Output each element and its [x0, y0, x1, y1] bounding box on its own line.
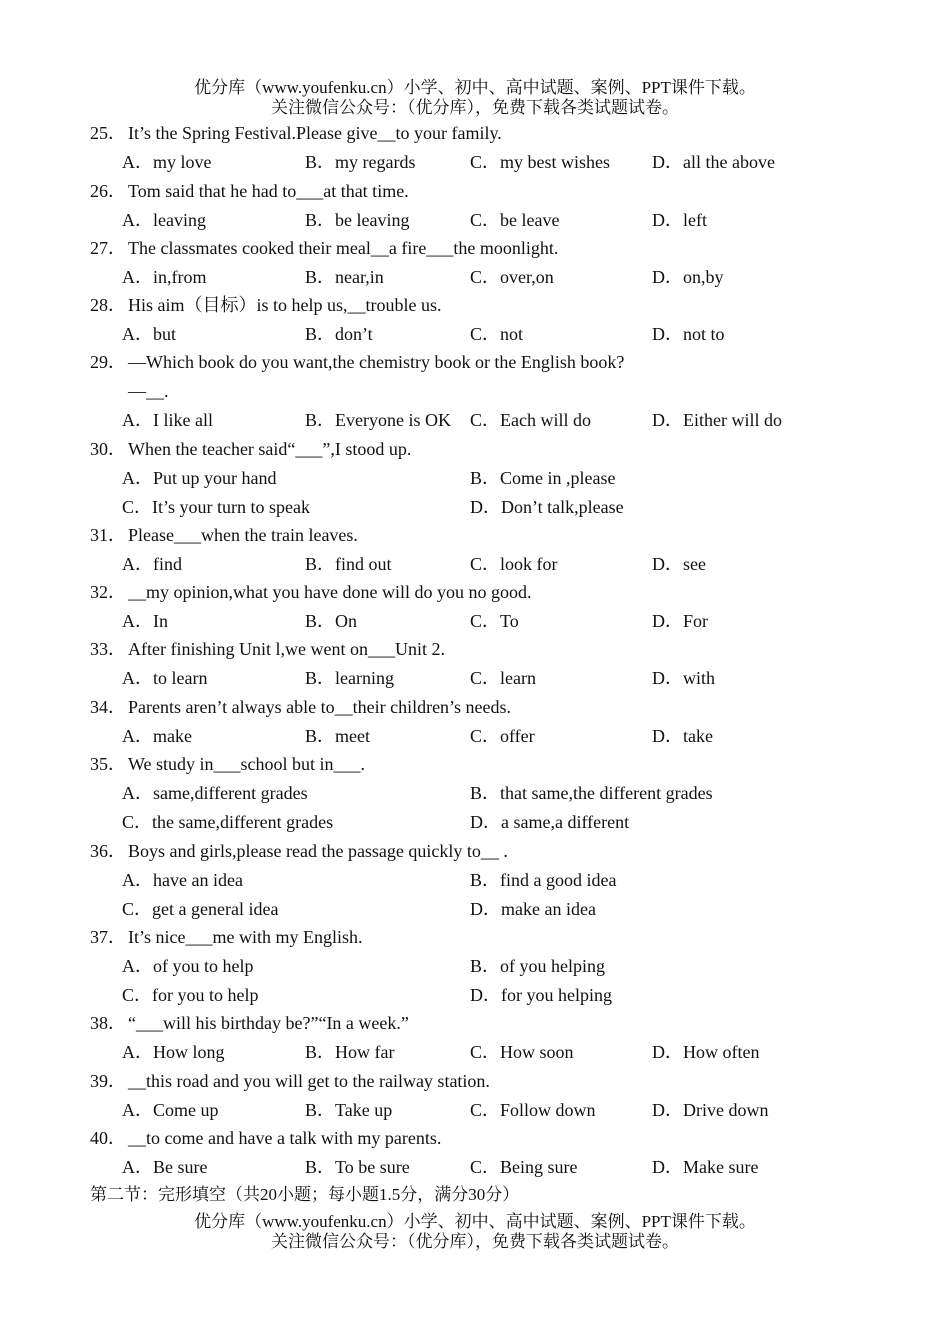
option-c [470, 725, 535, 747]
option-d [652, 151, 775, 173]
option-text: over,on [500, 267, 554, 287]
option-text: Everyone is OK [335, 410, 451, 430]
option-text: To [500, 611, 519, 631]
option-text: of you to help [153, 956, 254, 976]
option-letter: D． [470, 497, 501, 517]
option-letter: A． [122, 783, 153, 803]
option-text: don’t [335, 324, 373, 344]
option-c [122, 811, 333, 833]
option-text: near,in [335, 267, 384, 287]
option-letter: A． [122, 554, 153, 574]
option-a [122, 667, 207, 689]
option-text: with [683, 668, 716, 688]
question-text: After finishing Unit l,we went on___Unit 2. [128, 639, 445, 659]
option-c [470, 323, 523, 345]
option-text: learn [500, 668, 536, 688]
option-letter: D． [652, 1042, 683, 1062]
option-b [305, 1041, 395, 1063]
option-letter: B． [305, 1157, 336, 1177]
option-d [652, 323, 725, 345]
question-text: It’s the Spring Festival.Please give__to your family. [128, 123, 502, 143]
question-number: 26． [90, 181, 126, 201]
option-letter: D． [470, 899, 501, 919]
option-text: In [153, 611, 168, 631]
option-letter: A． [122, 468, 153, 488]
option-text: find [153, 554, 182, 574]
option-letter: D． [652, 1157, 683, 1177]
option-letter: C． [470, 611, 501, 631]
page-header [0, 78, 950, 118]
option-letter: D． [652, 1100, 683, 1120]
option-b [305, 667, 394, 689]
option-text: see [683, 554, 706, 574]
question-text: When the teacher said“___”,I stood up. [128, 439, 412, 459]
option-letter: C． [470, 726, 501, 746]
option-a [122, 869, 243, 891]
option-letter: B． [470, 956, 501, 976]
question-text: —Which book do you want,the chemistry book or the English book? [128, 352, 625, 372]
option-b [470, 869, 616, 891]
option-letter: D． [652, 554, 683, 574]
option-letter: B． [470, 468, 501, 488]
question-number: 39． [90, 1071, 126, 1091]
question-text: Tom said that he had to___at that time. [128, 181, 409, 201]
option-text: my regards [335, 152, 416, 172]
option-text: For [683, 611, 709, 631]
option-letter: C． [470, 668, 501, 688]
option-d [652, 409, 782, 431]
question-text: Boys and girls,please read the passage quickly to__ . [128, 841, 508, 861]
option-letter: B． [305, 1042, 336, 1062]
option-text: a same,a different [501, 812, 630, 832]
question-text: Please___when the train leaves. [128, 525, 358, 545]
option-letter: D． [652, 267, 683, 287]
question-text: __this road and you will get to the railway station. [128, 1071, 490, 1091]
option-letter: C． [122, 899, 153, 919]
option-letter: A． [122, 611, 153, 631]
question-number: 32． [90, 582, 126, 602]
option-d [652, 266, 724, 288]
question-number: 25． [90, 123, 126, 143]
option-text: look for [500, 554, 558, 574]
question-number: 27． [90, 238, 126, 258]
option-d [470, 811, 629, 833]
option-text: that same,the different grades [500, 783, 713, 803]
option-d [652, 553, 706, 575]
option-b [305, 409, 451, 431]
option-text: meet [335, 726, 370, 746]
option-c [470, 409, 591, 431]
option-text: left [683, 210, 707, 230]
option-letter: B． [305, 410, 336, 430]
option-letter: B． [305, 267, 336, 287]
option-d [470, 898, 596, 920]
question-number: 40． [90, 1128, 126, 1148]
option-b [470, 782, 713, 804]
option-text: Put up your hand [153, 468, 277, 488]
option-a [122, 209, 206, 231]
question-text: The classmates cooked their meal__a fire___the moonlight. [128, 238, 559, 258]
option-b [305, 1099, 392, 1121]
option-letter: B． [305, 152, 336, 172]
option-letter: B． [305, 554, 336, 574]
question-number: 31． [90, 525, 126, 545]
option-text: my best wishes [500, 152, 611, 172]
option-letter: B． [305, 324, 336, 344]
option-a [122, 266, 207, 288]
option-letter: D． [470, 985, 501, 1005]
option-text: How far [335, 1042, 395, 1062]
question-number: 33． [90, 639, 126, 659]
option-text: the same,different grades [152, 812, 334, 832]
option-letter: A． [122, 1042, 153, 1062]
option-letter: A． [122, 956, 153, 976]
option-text: for you helping [501, 985, 612, 1005]
option-c [470, 1099, 596, 1121]
option-d [652, 1099, 768, 1121]
option-text: not [500, 324, 524, 344]
option-text: same,different grades [153, 783, 308, 803]
option-a [122, 1099, 219, 1121]
option-text: find out [335, 554, 392, 574]
option-text: on,by [683, 267, 724, 287]
question-text: It’s nice___me with my English. [128, 927, 363, 947]
footer-line-2: 关注微信公众号：（优分库），免费下载各类试题试卷。 [271, 1232, 679, 1251]
option-letter: C． [470, 210, 501, 230]
option-text: It’s your turn to speak [152, 497, 310, 517]
option-d [652, 1156, 758, 1178]
option-text: in,from [153, 267, 207, 287]
section-heading: 第二节：完形填空（共20小题；每小题1.5分，满分30分） [90, 1185, 520, 1204]
option-letter: A． [122, 410, 153, 430]
option-letter: B． [470, 870, 501, 890]
option-d [470, 984, 612, 1006]
option-c [122, 984, 259, 1006]
question-text: “___will his birthday be?”“In a week.” [128, 1013, 409, 1033]
option-letter: C． [122, 812, 153, 832]
question-number: 35． [90, 754, 126, 774]
option-b [470, 467, 616, 489]
question-text: His aim（目标）is to help us,__trouble us. [128, 295, 442, 315]
option-letter: C． [470, 152, 501, 172]
option-letter: B． [305, 1100, 336, 1120]
footer-line-1: 优分库（www.youfenku.cn）小学、初中、高中试题、案例、PPT课件下载。 [194, 1212, 756, 1231]
option-letter: C． [122, 985, 153, 1005]
option-letter: A． [122, 726, 153, 746]
option-text: Each will do [500, 410, 591, 430]
option-text: be leaving [335, 210, 410, 230]
option-letter: B． [305, 210, 336, 230]
option-letter: B． [305, 611, 336, 631]
option-text: To be sure [335, 1157, 410, 1177]
option-c [470, 1156, 578, 1178]
option-letter: D． [652, 726, 683, 746]
option-a [122, 151, 212, 173]
option-text: make an idea [501, 899, 596, 919]
option-c [122, 898, 278, 920]
option-c [122, 496, 310, 518]
option-text: have an idea [153, 870, 243, 890]
option-text: How long [153, 1042, 225, 1062]
option-text: Don’t talk,please [501, 497, 624, 517]
option-letter: C． [470, 1157, 501, 1177]
option-letter: C． [470, 554, 501, 574]
option-b [305, 209, 410, 231]
option-letter: D． [652, 152, 683, 172]
option-c [470, 266, 554, 288]
option-d [470, 496, 624, 518]
option-text: find a good idea [500, 870, 617, 890]
option-a [122, 409, 213, 431]
option-text: of you helping [500, 956, 606, 976]
option-text: Come up [153, 1100, 219, 1120]
option-b [305, 610, 357, 632]
option-a [122, 1156, 207, 1178]
option-a [122, 553, 182, 575]
option-letter: B． [305, 668, 336, 688]
option-letter: A． [122, 267, 153, 287]
option-text: Being sure [500, 1157, 578, 1177]
option-a [122, 955, 254, 977]
option-letter: C． [470, 1042, 501, 1062]
option-letter: D． [652, 668, 683, 688]
question-text: __to come and have a talk with my parents. [128, 1128, 442, 1148]
option-d [652, 610, 708, 632]
header-line-1: 优分库（www.youfenku.cn）小学、初中、高中试题、案例、PPT课件下载。 [194, 78, 756, 97]
question-number: 36． [90, 841, 126, 861]
option-b [305, 725, 370, 747]
option-d [652, 1041, 759, 1063]
option-text: my love [153, 152, 212, 172]
option-text: Make sure [683, 1157, 759, 1177]
option-text: Be sure [153, 1157, 208, 1177]
option-letter: D． [652, 210, 683, 230]
option-text: to learn [153, 668, 208, 688]
option-letter: B． [305, 726, 336, 746]
option-c [470, 151, 610, 173]
option-letter: A． [122, 668, 153, 688]
option-a [122, 610, 168, 632]
option-letter: C． [122, 497, 153, 517]
option-text: I like all [153, 410, 213, 430]
question-number: 34． [90, 697, 126, 717]
option-letter: D． [652, 410, 683, 430]
option-letter: C． [470, 410, 501, 430]
page-footer [0, 1212, 950, 1252]
option-c [470, 553, 558, 575]
option-c [470, 1041, 574, 1063]
option-text: get a general idea [152, 899, 279, 919]
option-d [652, 209, 707, 231]
option-b [305, 323, 373, 345]
option-c [470, 667, 536, 689]
option-a [122, 782, 308, 804]
option-d [652, 667, 715, 689]
option-letter: D． [652, 324, 683, 344]
option-letter: A． [122, 210, 153, 230]
option-text: Come in ,please [500, 468, 616, 488]
option-letter: A． [122, 152, 153, 172]
option-d [652, 725, 713, 747]
option-text: all the above [683, 152, 775, 172]
option-b [305, 1156, 410, 1178]
question-number: 38． [90, 1013, 126, 1033]
option-c [470, 209, 559, 231]
question-text: We study in___school but in___. [128, 754, 366, 774]
option-letter: C． [470, 1100, 501, 1120]
header-line-2: 关注微信公众号：（优分库），免费下载各类试题试卷。 [271, 98, 679, 117]
question-number: 28． [90, 295, 126, 315]
option-c [470, 610, 519, 632]
option-text: How often [683, 1042, 760, 1062]
question-number: 37． [90, 927, 126, 947]
option-b [305, 266, 384, 288]
option-text: leaving [153, 210, 206, 230]
question-text: Parents aren’t always able to__their children’s needs. [128, 697, 512, 717]
option-text: for you to help [152, 985, 259, 1005]
question-text: __my opinion,what you have done will do you no good. [128, 582, 532, 602]
option-text: On [335, 611, 358, 631]
option-a [122, 323, 176, 345]
option-letter: A． [122, 324, 153, 344]
option-letter: B． [470, 783, 501, 803]
option-text: Follow down [500, 1100, 596, 1120]
question-number: 29． [90, 352, 126, 372]
option-text: Drive down [683, 1100, 769, 1120]
option-text: Take up [335, 1100, 393, 1120]
option-text: make [153, 726, 192, 746]
option-b [305, 553, 392, 575]
option-a [122, 467, 277, 489]
question-answer-line: —__. [128, 381, 169, 401]
option-text: be leave [500, 210, 560, 230]
option-letter: D． [470, 812, 501, 832]
option-text: Either will do [683, 410, 782, 430]
option-text: but [153, 324, 177, 344]
option-a [122, 725, 192, 747]
option-text: not to [683, 324, 725, 344]
option-text: offer [500, 726, 535, 746]
option-letter: A． [122, 1157, 153, 1177]
option-b [305, 151, 416, 173]
option-letter: A． [122, 1100, 153, 1120]
question-number: 30． [90, 439, 126, 459]
option-text: learning [335, 668, 394, 688]
option-b [470, 955, 605, 977]
option-text: take [683, 726, 713, 746]
option-letter: D． [652, 611, 683, 631]
option-a [122, 1041, 225, 1063]
option-letter: A． [122, 870, 153, 890]
option-letter: C． [470, 267, 501, 287]
option-text: How soon [500, 1042, 574, 1062]
option-letter: C． [470, 324, 501, 344]
